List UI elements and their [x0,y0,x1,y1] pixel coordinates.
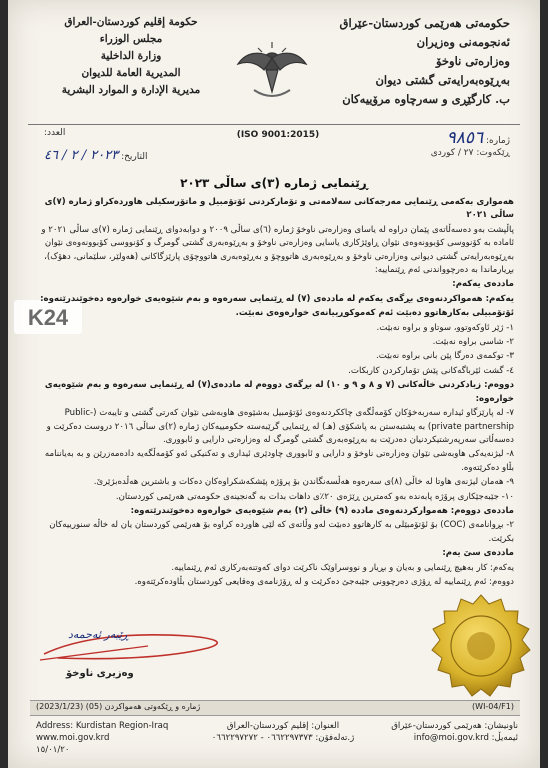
document-paragraph: ٢- بڕوانامەی (COC) بۆ ئۆتۆمبێلی بە کارهاتوو دەبێت لەو وڵاتەی کە لێی هاوردە کراوە بۆ هەرێمی کوردستان یان لە خاڵە سنورییەکان بکرێت. [49,520,514,544]
footer-email-label: ئیمەیڵ: [491,733,518,743]
header-line-ministry: وەزارەتی ناوخۆ [435,54,510,68]
signature-scribble-icon [38,618,238,668]
document-paragraph: ١- ژێر ئاوکەوتوو، سوتاو و براوە نەبێت. [376,322,514,333]
signature-title: وەزیری ناوخۆ [66,668,134,679]
document-paragraph: ٧- لە پارێزگاو ئیدارە سەربەخۆکان کۆمەڵگەی چاککردنەوەی ئۆتۆمبیل بەشێوەی هاوبەشی نێوان کەرتی گشتی و تایبەت (Public-private partnership) بە پشتبەستن بە پاشکۆی (هـ) لە ڕێنمایی گرێبەستە حکومییەکان ژمارە (٢)ی ساڵی ٢٠١٦ دروست دەکرێت و دەسەڵاتی سەرپەرشتیکردنیان دەدرێت بە بەڕێوەبەری گشتی گومرگ لە وەزارەتی دارایی و ئابووری. [46,408,514,445]
document-paragraph: ٩- هەمان لیژنەی هاوتا لە خاڵی (٨)ی سەرەوە هەڵسەنگاندن بۆ پرۆژە پێشکەشکراوەکان دەکات و باشترین هەڵدەبژێرێ. [93,477,514,488]
header-line-department-ar: مديرية الإدارة و الموارد البشرية [61,84,201,96]
ref-number-ar [44,128,65,138]
document-page [8,0,540,768]
header-line-directorate-ar: المديرية العامة للديوان [81,67,181,79]
document-paragraph: ١٠- جێبەجێکاری پرۆژە پابەندە بەو کەمترین ڕێژەی ٢٠٪ی داهات بدات بە گەنجینەی حکومەتی هەرێمی کوردستان. [115,491,514,502]
document-paragraph: یەکەم: کار بەهیچ ڕێنمایی و بەیان و بڕیار و نووسراوێک ناکرێت دوای کەوتنەبەرکاری ئەم ڕێنماییە. [171,562,514,573]
footer-bottom-cut: ١٥/٠١/٢٠ [36,745,70,755]
footer-phone-label: ژ.تەلەفۆن: [315,733,355,743]
iso-certification: (ISO 9001:2015) [236,130,320,140]
document-paragraph: پاڵپشت بەو دەسەڵاتەی پێمان دراوە لە یاسای وەزارەتی ناوخۆ ژمارە (٦)ی ساڵی ٢٠٠٩ و دوابەدوای ڕێنمایی ژمارە (٧)ی ساڵی ٢٠٢١ و ئامادە بە کۆنووسی کۆبوونەوەی نێوان ڕاوێژکاری یاسایی وەزارەتی ناوخۆ و بەڕێوەبەری گشتی گومرگ و کۆنووسی کۆبوونەوەی نێوان بەڕێوەبەرایەتی گشتی دیوانی وەزارەتی ناوخۆ و بەڕێوەبەری هاتووچۆ و بەڕێوەبەری هاتووچۆی پارێزگاکانی (هەولێر، سلێمانی، دهۆک)، بڕیارماندا بە دەرچوواندنی ئەم ڕێنماییە: [41,224,514,276]
document-paragraph: دووەم: زیادکردنی خاڵەکانی (٧ و ٨ و ٩ و ١٠) لە بڕگەی دووەم لە ماددەی(٧) لە ڕێنمایی سەرەوە و بەم شێوەیەی خوارەوە: [44,380,514,404]
footer-website: www.moi.gov.krd [36,733,110,743]
footer-bar [30,700,520,716]
header-divider [28,124,520,125]
signature-name: ڕێبەر ئەحمەد [68,628,129,641]
header-line-government-ar: حكومة إقليم كوردستان-العراق [64,16,198,28]
document-paragraph: ٤- گشت ئێرباگەکانی پێش تۆمارکردن کاربکات. [348,365,514,376]
header-line-department: ب. کارگێڕی و سەرچاوە مرۆییەکان [342,92,510,106]
kurdistan-emblem-icon [232,30,312,102]
document-paragraph: ٣- توکمەی دەرگا پێن بانی براوە نەبێت. [376,351,514,362]
header-line-directorate: بەڕێوەبەرایەتی گشتی دیوان [375,73,510,87]
ref-date-label-ar: التاريخ: [121,152,148,162]
ref-date-handwritten: ٢٠٢٣ / ٢ / ٤٦ [44,148,119,163]
footer-left [36,720,206,756]
gold-seal-icon [426,592,536,702]
svg-text:K24: K24 [27,305,69,330]
ref-label-ar: العدد: [44,128,66,138]
footer-address-ku: ناونیشان: هەرێمی کوردستان-عێراق [391,721,518,731]
header-kurdish [310,14,510,109]
footer-address-en: Address: Kurdistan Region-Iraq [36,721,169,731]
footer-middle [208,720,358,744]
document-paragraph: هەمواری بەکەمی ڕێنمایی مەرجەکانی سەلامەتی و تۆمارکردنی ئۆتۆمبیل و ماتۆرسکیلی هاوردەکراو ژمارە (٧)ی ساڵی ٢٠٢١ [44,197,514,221]
footer-phones: ٠٦٦٢٢٩٧٣٧٣ - ٠٦٦٢٢٩٧٢٧٢ [211,733,313,743]
document-paragraph: ماددەی سێ یەم: [442,548,514,559]
document-title: ڕێنمایی ژمارە (٣)ی ساڵی ٢٠٢٣ [180,176,368,190]
document-body [38,196,514,590]
document-paragraph: ماددەی دووەم: هەموارکردنەوەی ماددە (٩) خاڵی (٢) بەم شێوەیەی خوارەوە دەخوێندرێتەوە: [130,505,514,516]
footer-address-ar: العنوان: إقليم كوردستان-العراق [226,721,340,731]
header-line-government: حکومەتی هەرێمی کوردستان-عێراق [339,16,510,30]
ref-label-ku: ژمارە: [485,136,510,146]
document-paragraph: ماددەی یەکەم: [452,279,514,290]
footer-form-code: (WI-04/F1) [472,702,514,711]
header-line-council-ar: مجلس الوزراء [99,33,163,45]
header-line-ministry-ar: وزارة الداخلية [100,50,162,62]
footer-revision-date: (2023/1/23) (05) ژمارە و ڕێکەوتی هەمواکردن [36,702,201,711]
document-paragraph: دووەم: ئەم ڕێنماییە لە ڕۆژی دەرچوونی جێبەجێ دەکرێت و لە ڕۆژنامەی وەقایعی کوردستان بڵاودەکرێتەوە. [134,576,514,587]
ref-date-value-ku: ٢٧ / کوردی [430,148,474,158]
document-paragraph: ئۆتۆمبیلی بەکارهاتوو دەبێت ئەم کەموکوڕییانەی خوارەوەی نەبێت. [235,308,514,319]
ref-number-ku [447,128,510,148]
header-arabic [36,14,226,99]
ref-date-ku [431,148,510,158]
header-line-council: ئەنجومەنی وەزیران [416,35,510,49]
document-paragraph: ٢- شاسی براوە نەبێت. [432,337,514,348]
footer-email: info@moi.gov.krd [413,733,489,743]
ref-number-handwritten: ٩٨٥٦ [446,128,484,148]
document-paragraph: یەکەم: هەمواکردنەوەی بڕگەی یەکەم لە ماددەی (٧) لە ڕێنمایی سەرەوە و بەم شێوەیەی خوارەوە دەخوێندرێتەوە: [40,293,514,304]
ref-date-ar [44,148,147,163]
ref-date-label-ku: ڕێکەوت: [476,148,510,158]
document-paragraph: ٨- لیژنەیەکی هاوبەشی نێوان وەزارەتی ناوخۆ و دارایی و ئابووری چاودێری ئیداری و تەکنیکی ئەو کۆمەڵگەیە دادەمەزرێن و بە بەیاننامە بڵاو دەکرێتەوە. [44,449,514,473]
footer-right [368,720,518,744]
